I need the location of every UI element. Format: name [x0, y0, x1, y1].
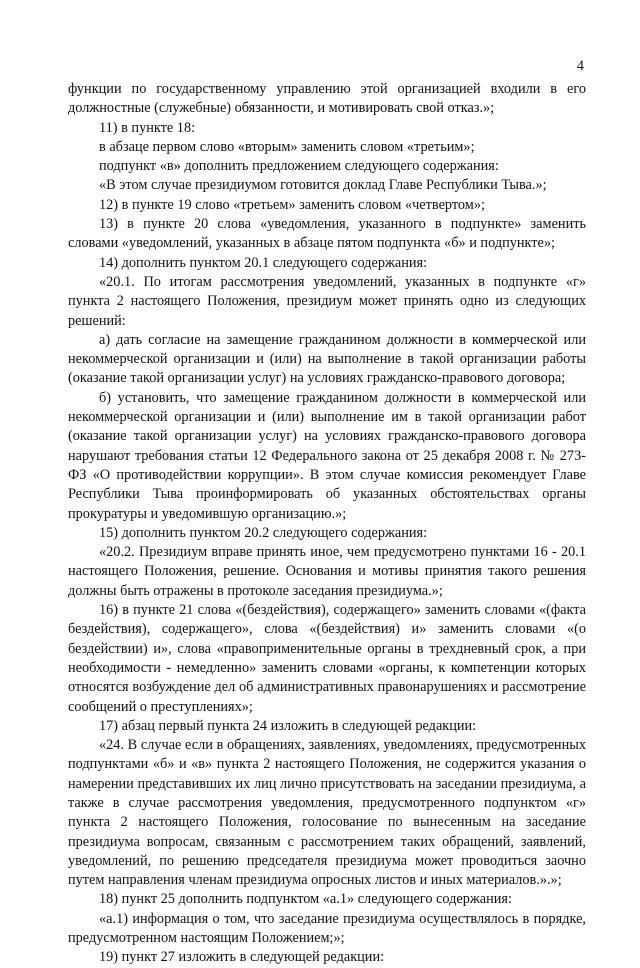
- paragraph-point-20-2: «20.2. Президиум вправе принять иное, чем предусмотрено пунктами 16 - 20.1 настоящего Положения, решение. Основания и мотивы принятия такого решения должны быть отражены в протоколе заседания президиума.»;: [68, 544, 586, 599]
- paragraph-item-13: 13) в пункте 20 слова «уведомления, указанного в подпункте» заменить словами «уведомлений, указанных в абзаце пятом подпункта «б» и подпункте»;: [68, 216, 586, 252]
- paragraph-point-25-a1: «а.1) информация о том, что заседание президиума осуществлялось в порядке, предусмотренном настоящим Положением;»;: [68, 910, 586, 947]
- paragraph-item-11-subpoint-v: подпункт «в» дополнить предложением следующего содержания:: [99, 158, 499, 175]
- paragraph-point-20-1-a: а) дать согласие на замещение гражданином должности в коммерческой или некоммерческой организации и (или) на выполнение в такой организации работы (оказание такой организации услуг) на условиях гражданско-правового договора;: [68, 331, 586, 387]
- paragraph-item-15: 15) дополнить пунктом 20.2 следующего содержания:: [99, 524, 428, 541]
- paragraph-point-20-1: «20.1. По итогам рассмотрения уведомлений, указанных в подпункте «г» пункта 2 настоящего Положения, президиум может принять одно из следующих решений:: [68, 273, 586, 329]
- paragraph-item-19: 19) пункт 27 изложить в следующей редакции:: [99, 949, 385, 966]
- page-number: 4: [576, 58, 584, 74]
- paragraph-item-18: 18) пункт 25 дополнить подпунктом «а.1» следующего содержания:: [99, 891, 512, 908]
- paragraph-continuation: функции по государственному управлению этой организацией входили в его должностные (служебные) обязанности, и мотивировать свой отказ.»;: [68, 81, 586, 117]
- document-body: [68, 80, 586, 968]
- paragraph-item-11-quote: «В этом случае президиумом готовится доклад Главе Республики Тыва.»;: [99, 177, 547, 194]
- paragraph-item-17: 17) абзац первый пункта 24 изложить в следующей редакции:: [99, 717, 477, 734]
- paragraph-point-24: «24. В случае если в обращениях, заявлениях, уведомлениях, предусмотренных подпунктами «б» и «в» пункта 2 настоящего Положения, не содержится указания о намерении представивших их лиц лично присутствовать на заседании президиума, а также в случае рассмотрения уведомления, предусмотренного подпунктом «г» пункта 2 настоящего Положения, голосование по вынесенным на заседание президиума вопросам, связанным с рассмотрением таких обращений, заявлений, уведомлений, по решению председателя президиума может проводиться заочно путем направления членам президиума опросных листов и иных материалов.».»;: [68, 737, 586, 889]
- paragraph-item-16: 16) в пункте 21 слова «(бездействия), содержащего» заменить словами «(факта бездействия), содержащего», слова «(бездействия) и» заменить словами «(о бездействии) и», слова «правоприменительные органы в трехдневный срок, а при необходимости - немедленно» заменить словами «органы, к компетенции которых относятся возбуждение дел об административных правонарушениях и рассмотрение сообщений о преступлениях»;: [68, 602, 586, 715]
- paragraph-item-11: 11) в пункте 18:: [99, 119, 196, 136]
- paragraph-item-11-first-abzac: в абзаце первом слово «вторым» заменить словом «третьим»;: [99, 138, 475, 155]
- paragraph-item-12: 12) в пункте 19 слово «третьем» заменить словом «четвертом»;: [99, 196, 485, 213]
- paragraph-item-14: 14) дополнить пунктом 20.1 следующего содержания:: [99, 254, 428, 271]
- paragraph-point-20-1-b: б) установить, что замещение гражданином должности в коммерческой или некоммерческой организации и (или) выполнение им в такой организации работ (оказание такой организации услуг) на условиях гражданско-правового договора нарушают требования статьи 12 Федерального закона от 25 декабря 2008 г. № 273-ФЗ «О противодействии коррупции». В этом случае комиссия рекомендует Главе Республики Тыва проинформировать об указанных обстоятельствах органы прокуратуры и уведомившую организацию.»;: [68, 389, 586, 522]
